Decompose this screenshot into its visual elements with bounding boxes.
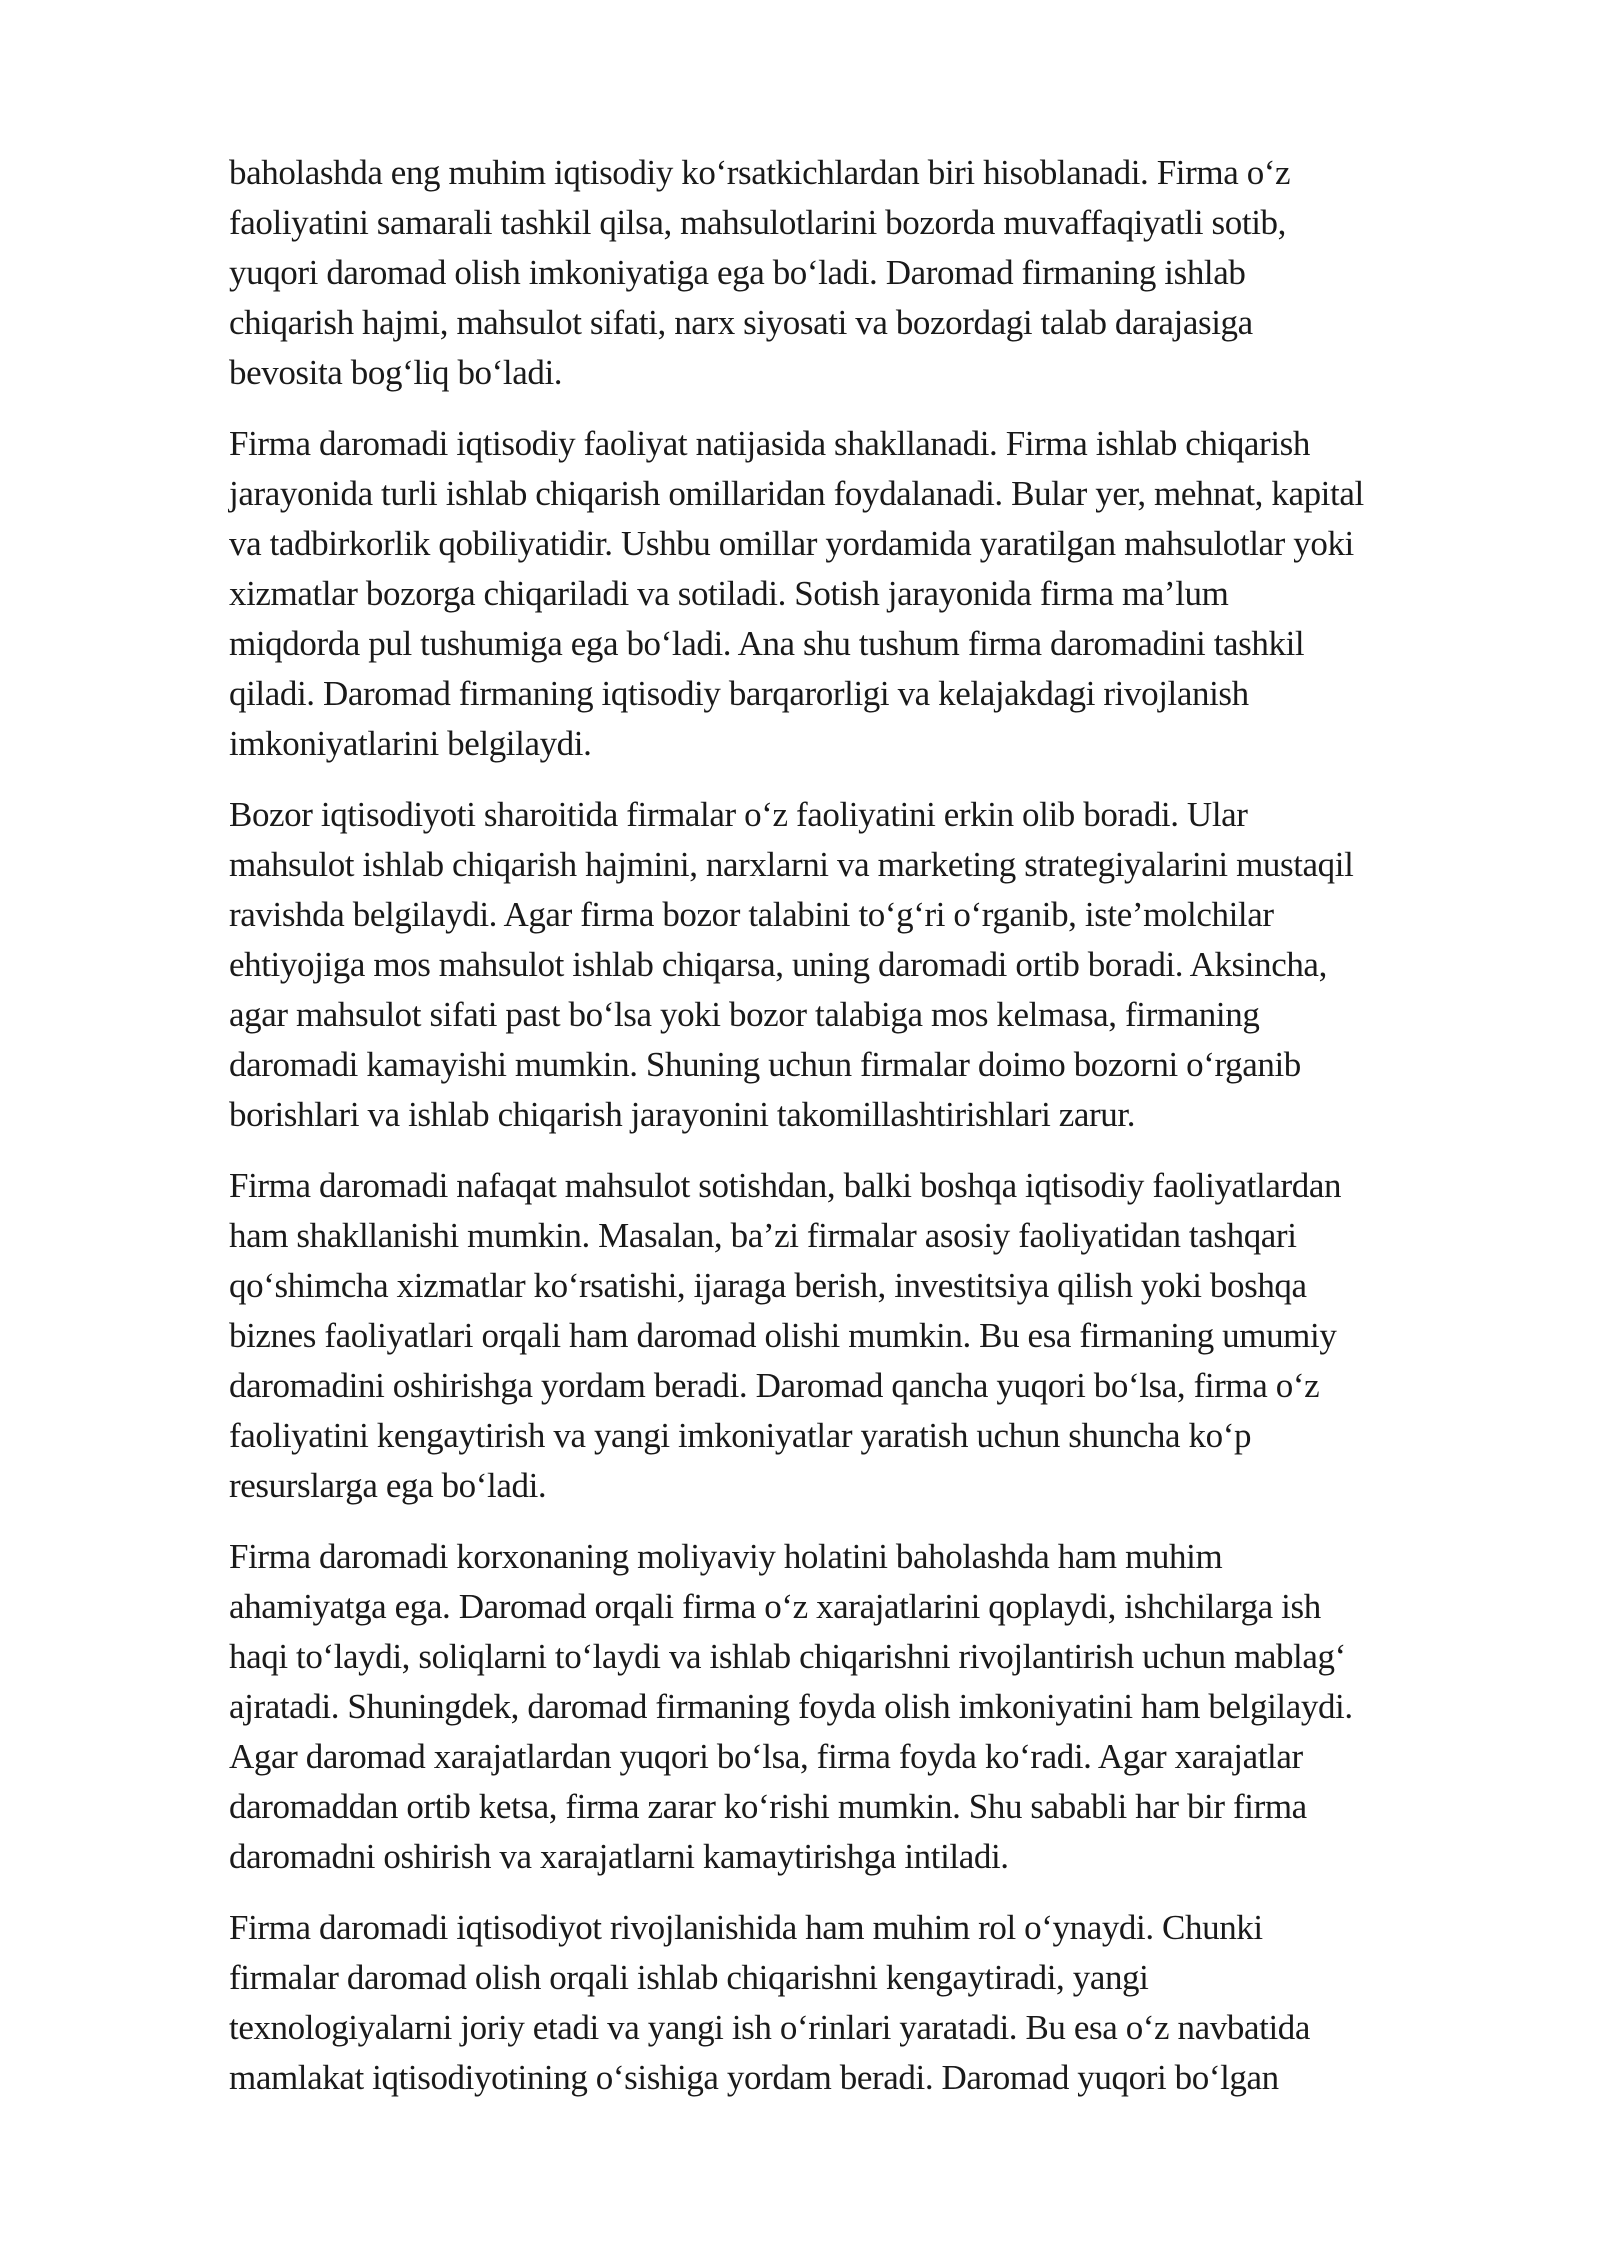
text-line: Agar daromad xarajatlardan yuqori bo‘lsa, firma foyda ko‘radi. Agar xarajatlar xyxy=(229,1737,1303,1776)
text-line: mahsulot ishlab chiqarish hajmini, narxlarni va marketing strategiyalarini mustaqil xyxy=(229,845,1354,884)
text-line: haqi to‘laydi, soliqlarni to‘laydi va ishlab chiqarishni rivojlantirish uchun mablag‘ xyxy=(229,1637,1346,1676)
paragraph xyxy=(229,1903,1529,2103)
text-line: daromadni oshirish va xarajatlarni kamaytirishga intiladi. xyxy=(229,1837,1009,1876)
text-line: ham shakllanishi mumkin. Masalan, ba’zi firmalar asosiy faoliyatidan tashqari xyxy=(229,1216,1297,1255)
text-line: agar mahsulot sifati past bo‘lsa yoki bozor talabiga mos kelmasa, firmaning xyxy=(229,995,1260,1034)
text-line: Bozor iqtisodiyoti sharoitida firmalar o‘z faoliyatini erkin olib boradi. Ular xyxy=(229,795,1248,834)
text-line: jarayonida turli ishlab chiqarish omillaridan foydalanadi. Bular yer, mehnat, kapital xyxy=(229,474,1364,513)
text-line: mamlakat iqtisodiyotining o‘sishiga yordam beradi. Daromad yuqori bo‘lgan xyxy=(229,2058,1279,2097)
text-line: ajratadi. Shuningdek, daromad firmaning foyda olish imkoniyatini ham belgilaydi. xyxy=(229,1687,1353,1726)
text-line: bevosita bog‘liq bo‘ladi. xyxy=(229,353,563,392)
text-line: Firma daromadi korxonaning moliyaviy holatini baholashda ham muhim xyxy=(229,1537,1223,1576)
text-line: faoliyatini samarali tashkil qilsa, mahsulotlarini bozorda muvaffaqiyatli sotib, xyxy=(229,203,1286,242)
text-line: Firma daromadi nafaqat mahsulot sotishdan, balki boshqa iqtisodiy faoliyatlardan xyxy=(229,1166,1342,1205)
text-line: faoliyatini kengaytirish va yangi imkoniyatlar yaratish uchun shuncha ko‘p xyxy=(229,1416,1252,1455)
text-line: yuqori daromad olish imkoniyatiga ega bo‘ladi. Daromad firmaning ishlab xyxy=(229,253,1246,292)
text-line: resurslarga ega bo‘ladi. xyxy=(229,1466,547,1505)
text-line: ravishda belgilaydi. Agar firma bozor talabini to‘g‘ri o‘rganib, iste’molchilar xyxy=(229,895,1274,934)
text-line: qo‘shimcha xizmatlar ko‘rsatishi, ijaraga berish, investitsiya qilish yoki boshqa xyxy=(229,1266,1307,1305)
text-line: va tadbirkorlik qobiliyatidir. Ushbu omillar yordamida yaratilgan mahsulotlar yoki xyxy=(229,524,1354,563)
text-line: miqdorda pul tushumiga ega bo‘ladi. Ana shu tushum firma daromadini tashkil xyxy=(229,624,1305,663)
text-line: daromadini oshirishga yordam beradi. Daromad qancha yuqori bo‘lsa, firma o‘z xyxy=(229,1366,1320,1405)
text-line: chiqarish hajmi, mahsulot sifati, narx siyosati va bozordagi talab darajasiga xyxy=(229,303,1253,342)
text-line: baholashda eng muhim iqtisodiy ko‘rsatkichlardan biri hisoblanadi. Firma o‘z xyxy=(229,153,1291,192)
text-line: borishlari va ishlab chiqarish jarayonini takomillashtirishlari zarur. xyxy=(229,1095,1136,1134)
paragraph xyxy=(229,148,1529,398)
text-line: biznes faoliyatlari orqali ham daromad olishi mumkin. Bu esa firmaning umumiy xyxy=(229,1316,1337,1355)
text-line: ahamiyatga ega. Daromad orqali firma o‘z xarajatlarini qoplaydi, ishchilarga ish xyxy=(229,1587,1321,1626)
text-line: texnologiyalarni joriy etadi va yangi ish o‘rinlari yaratadi. Bu esa o‘z navbatida xyxy=(229,2008,1310,2047)
document-body xyxy=(229,148,1529,2124)
text-line: daromaddan ortib ketsa, firma zarar ko‘rishi mumkin. Shu sababli har bir firma xyxy=(229,1787,1307,1826)
paragraph xyxy=(229,419,1529,769)
paragraph xyxy=(229,790,1529,1140)
text-line: firmalar daromad olish orqali ishlab chiqarishni kengaytiradi, yangi xyxy=(229,1958,1149,1997)
text-line: xizmatlar bozorga chiqariladi va sotiladi. Sotish jarayonida firma ma’lum xyxy=(229,574,1229,613)
text-line: daromadi kamayishi mumkin. Shuning uchun firmalar doimo bozorni o‘rganib xyxy=(229,1045,1301,1084)
text-line: qiladi. Daromad firmaning iqtisodiy barqarorligi va kelajakdagi rivojlanish xyxy=(229,674,1249,713)
paragraph xyxy=(229,1532,1529,1882)
text-line: ehtiyojiga mos mahsulot ishlab chiqarsa, uning daromadi ortib boradi. Aksincha, xyxy=(229,945,1327,984)
text-line: Firma daromadi iqtisodiyot rivojlanishida ham muhim rol o‘ynaydi. Chunki xyxy=(229,1908,1263,1947)
paragraph xyxy=(229,1161,1529,1511)
text-line: Firma daromadi iqtisodiy faoliyat natijasida shakllanadi. Firma ishlab chiqarish xyxy=(229,424,1310,463)
text-line: imkoniyatlarini belgilaydi. xyxy=(229,724,592,763)
